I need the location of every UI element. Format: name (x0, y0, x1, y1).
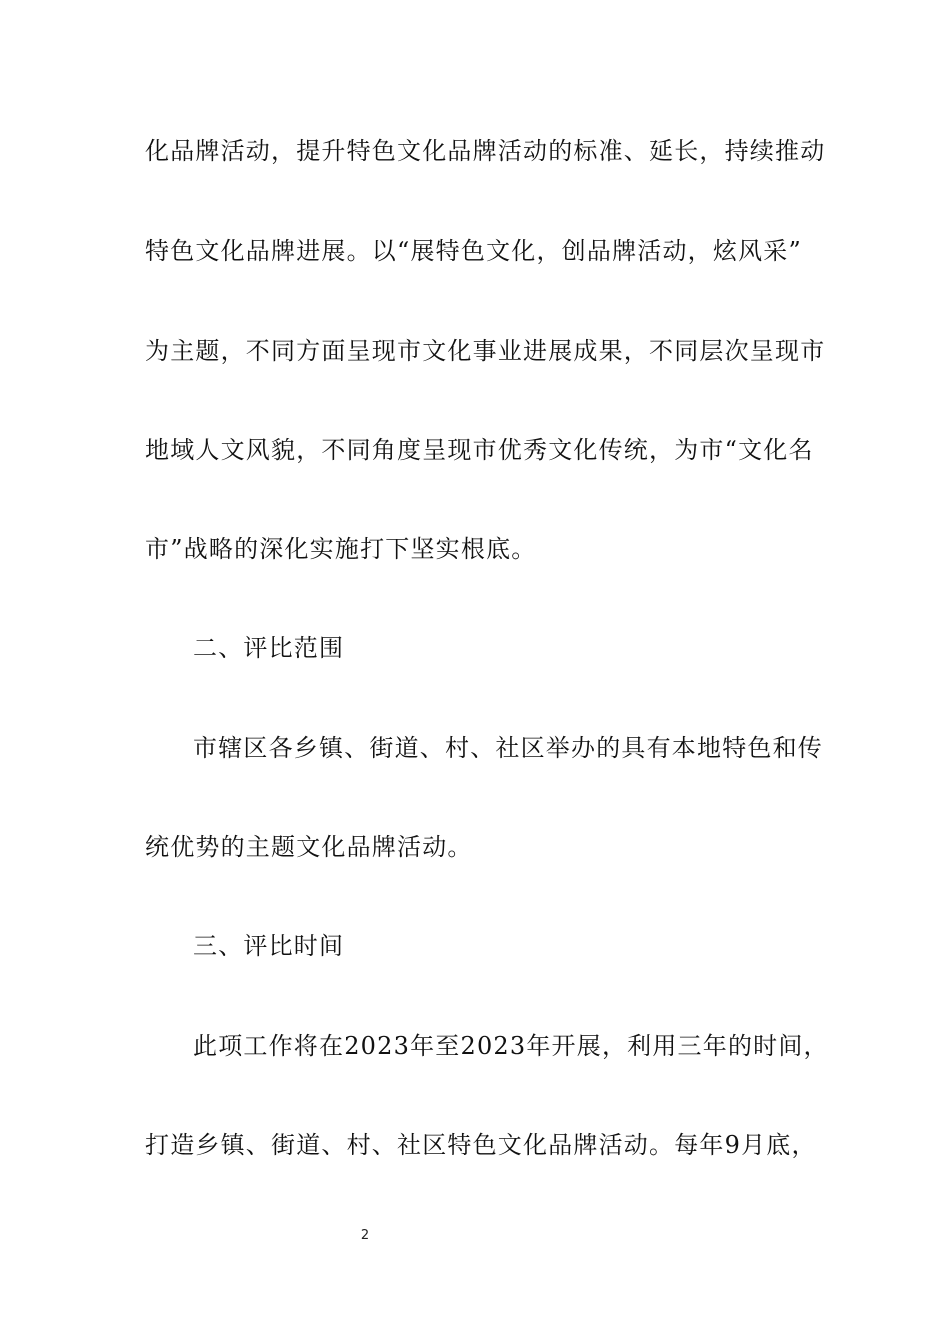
paragraph-line: 地域人文风貌，不同角度呈现市优秀文化传统，为市“文化名 (145, 436, 814, 464)
section-heading-time: 三、评比时间 (193, 932, 345, 960)
paragraph-line: 打造乡镇、街道、村、社区特色文化品牌活动。每年9月底， (145, 1131, 817, 1159)
paragraph-line: 统优势的主题文化品牌活动。 (145, 833, 473, 861)
paragraph-line: 市辖区各乡镇、街道、村、社区举办的具有本地特色和传 (193, 734, 823, 762)
paragraph-line: 为主题，不同方面呈现市文化事业进展成果，不同层次呈现市 (145, 337, 826, 365)
section-heading-scope: 二、评比范围 (193, 634, 345, 662)
paragraph-line: 市”战略的深化实施打下坚实根底。 (145, 535, 537, 563)
page-number: 2 (360, 1228, 370, 1243)
paragraph-line: 特色文化品牌进展。以“展特色文化，创品牌活动，炫风采” (145, 237, 802, 265)
paragraph-line: 此项工作将在2023年至2023年开展，利用三年的时间， (193, 1032, 829, 1060)
paragraph-line: 化品牌活动，提升特色文化品牌活动的标准、延长，持续推动 (145, 137, 826, 165)
